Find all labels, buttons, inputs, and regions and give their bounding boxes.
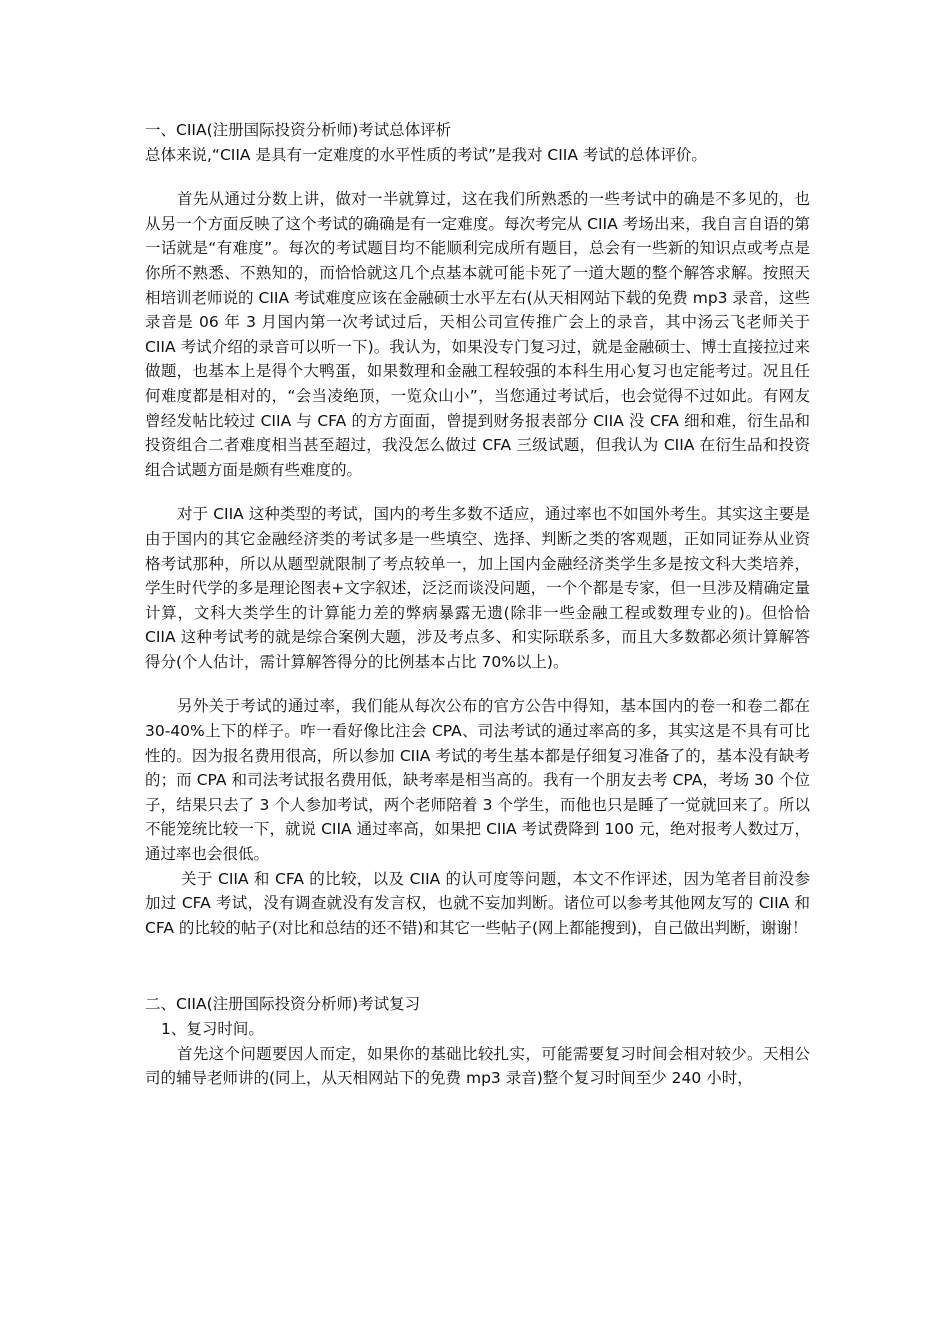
- paragraph-pass-rate: 另外关于考试的通过率，我们能从每次公布的官方公告中得知，基本国内的卷一和卷二都在 30-40%上下的样子。咋一看好像比注会 CPA、司法考试的通过率高的多，其实这是不具有可比性的。因为报名费用很高，所以参加 CIIA 考试的考生基本都是仔细复习准备了的，基本没有缺考的；而 CPA 和司法考试报名费用低，缺考率是相当高的。我有一个朋友去考 CPA，考场 30 个位子，结果只去了 3 个人参加考试，两个老师陪着 3 个学生，而他也只是睡了一觉就回来了。所以不能笼统比较一下，就说 CIIA 通过率高，如果把 CIIA 考试费降到 100 元，绝对报考人数过万，通过率也会很低。: [145, 697, 810, 864]
- document-page: [145, 118, 810, 1091]
- paragraph-cfa-comparison: 关于 CIIA 和 CFA 的比较，以及 CIIA 的认可度等问题，本文不作评述，因为笔者目前没参加过 CFA 考试，没有调查就没有发言权，也就不妄加判断。诸位可以参考其他网友写的 CIIA 和 CFA 的比较的帖子(对比和总结的还不错)和其它一些帖子(网上都能搜到)，自己做出判断，谢谢！: [145, 869, 810, 937]
- section1-intro: 总体来说,“CIIA 是具有一定难度的水平性质的考试”是我对 CIIA 考试的总体评价。: [145, 145, 707, 164]
- section2-heading: 二、CIIA(注册国际投资分析师)考试复习: [145, 995, 421, 1014]
- paragraph-review-time: 首先这个问题要因人而定，如果你的基础比较扎实，可能需要复习时间会相对较少。天相公司的辅导老师讲的(同上，从天相网站下的免费 mp3 录音)整个复习时间至少 240 小时，: [145, 1044, 810, 1088]
- section2-subheading: 1、复习时间。: [161, 1020, 264, 1038]
- section1-heading: 一、CIIA(注册国际投资分析师)考试总体评析: [145, 121, 452, 139]
- paragraph-exam-style: 对于 CIIA 这种类型的考试，国内的考生多数不适应，通过率也不如国外考生。其实这主要是由于国内的其它金融经济类的考试多是一些填空、选择、判断之类的客观题，正如同证券从业资格考试那种，所以从题型就限制了考点较单一，加上国内金融经济类学生多是按文科大类培养，学生时代学的多是理论图表+文字叙述，泛泛而谈没问题，一个个都是专家，但一旦涉及精确定量计算，文科大类学生的计算能力差的弊病暴露无遗(除非一些金融工程或数理专业的)。但恰恰 CIIA 这种考试考的就是综合案例大题，涉及考点多、和实际联系多，而且大多数都必须计算解答得分(个人估计，需计算解答得分的比例基本占比 70%以上)。: [145, 505, 810, 671]
- paragraph-difficulty: 首先从通过分数上讲，做对一半就算过，这在我们所熟悉的一些考试中的确是不多见的，也从另一个方面反映了这个考试的确确是有一定难度。每次考完从 CIIA 考场出来，我自言自语的第一话就是“有难度”。每次的考试题目均不能顺利完成所有题目，总会有一些新的知识点或考点是你所不熟悉、不熟知的，而恰恰就这几个点基本就可能卡死了一道大题的整个解答求解。按照天相培训老师说的 CIIA 考试难度应该在金融硕士水平左右(从天相网站下载的免费 mp3 录音，这些录音是 06 年 3 月国内第一次考试过后，天相公司宣传推广会上的录音，其中汤云飞老师关于 CIIA 考试介绍的录音可以听一下)。我认为，如果没专门复习过，就是金融硕士、博士直接拉过来做题，也基本上是得个大鸭蛋，如果数理和金融工程较强的本科生用心复习也定能考过。况且任何难度都是相对的，“会当凌绝顶，一览众山小”，当您通过考试后，也会觉得不过如此。有网友曾经发帖比较过 CIIA 与 CFA 的方方面面，曾提到财务报表部分 CIIA 没 CFA 细和难，衍生品和投资组合二者难度相当甚至超过，我没怎么做过 CFA 三级试题，但我认为 CIIA 在衍生品和投资组合试题方面是颇有些难度的。: [145, 190, 810, 479]
